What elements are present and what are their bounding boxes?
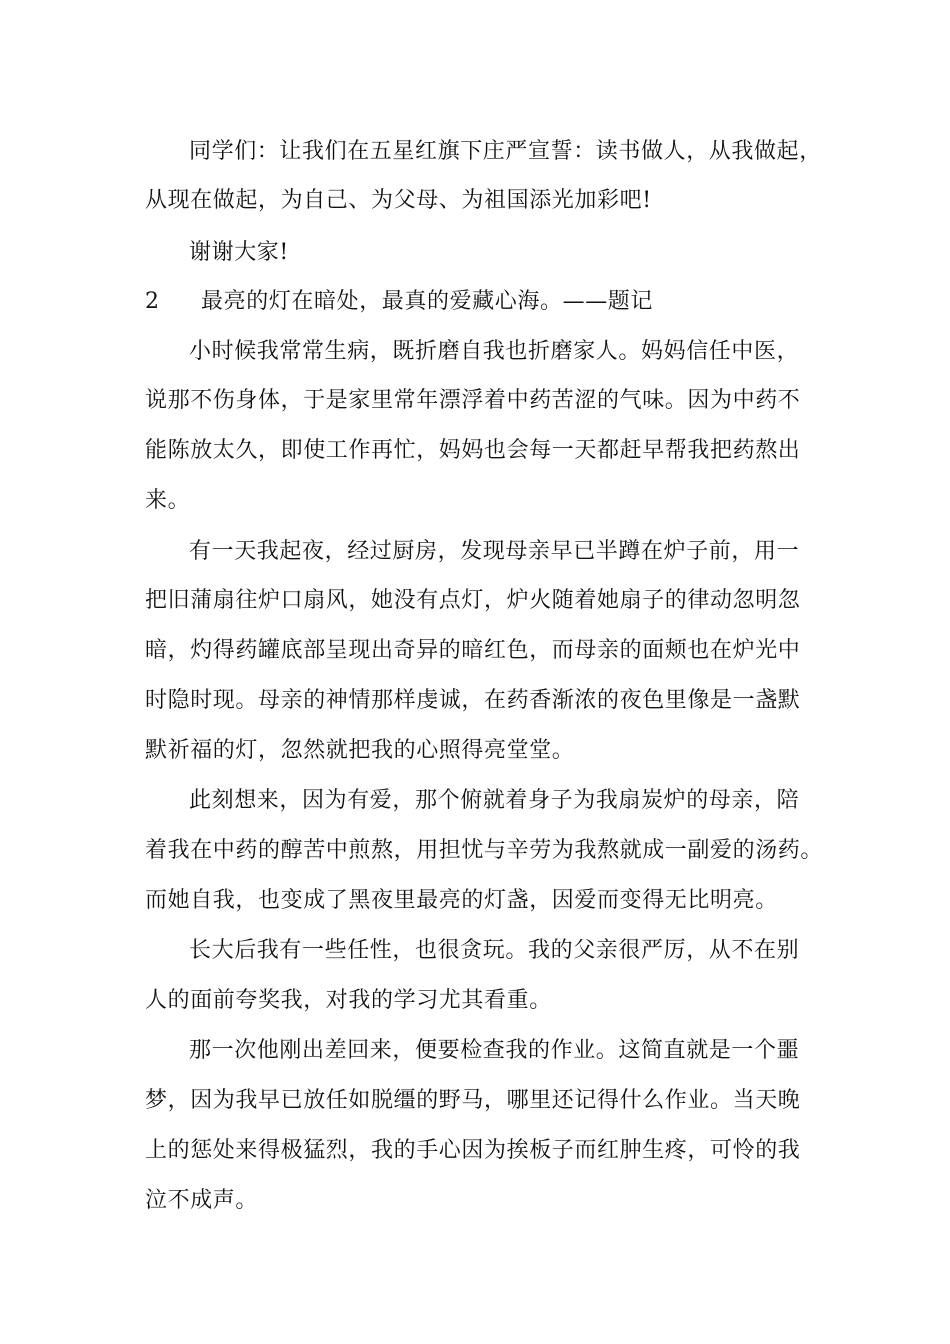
text-line: 那一次他刚出差回来，便要检查我的作业。这简直就是一个噩 bbox=[189, 1038, 800, 1063]
text-line: 上的惩处来得极猛烈，我的手心因为挨板子而红肿生疼，可怜的我 bbox=[145, 1138, 801, 1163]
text-line: 而她自我，也变成了黑夜里最亮的灯盏，因爱而变得无比明亮。 bbox=[145, 888, 778, 913]
text-line: 着我在中药的醇苦中煎熬，用担忧与辛劳为我熬就成一副爱的汤药。 bbox=[145, 838, 824, 863]
text-line: 时隐时现。母亲的神情那样虔诚，在药香渐浓的夜色里像是一盏默 bbox=[145, 688, 801, 713]
text-line: 从现在做起，为自己、为父母、为祖国添光加彩吧! bbox=[145, 188, 652, 213]
text-line: 泣不成声。 bbox=[145, 1188, 259, 1213]
text-line: 有一天我起夜，经过厨房，发现母亲早已半蹲在炉子前，用一 bbox=[189, 539, 800, 564]
text-line: 此刻想来，因为有爱，那个俯就着身子为我扇炭炉的母亲，陪 bbox=[189, 788, 800, 813]
text-line: 人的面前夸奖我，对我的学习尤其看重。 bbox=[145, 988, 552, 1013]
text-line: 说那不伤身体，于是家里常年漂浮着中药苦涩的气味。因为中药不 bbox=[145, 388, 801, 413]
epigraph: 最亮的灯在暗处，最真的爱藏心海。——题记 bbox=[201, 289, 654, 314]
text-line: 暗，灼得药罐底部呈现出奇异的暗红色，而母亲的面颊也在炉光中 bbox=[145, 638, 801, 663]
text-line: 同学们：让我们在五星红旗下庄严宣誓：读书做人，从我做起， bbox=[189, 139, 822, 164]
text-line: 默祈福的灯，忽然就把我的心照得亮堂堂。 bbox=[145, 738, 575, 763]
section-number: 2 bbox=[145, 289, 159, 314]
text-line: 把旧蒲扇往炉口扇风，她没有点灯，炉火随着她扇子的律动忽明忽 bbox=[145, 588, 801, 613]
text-line: 来。 bbox=[145, 488, 191, 513]
text-line: 小时候我常常生病，既折磨自我也折磨家人。妈妈信任中医， bbox=[189, 339, 800, 364]
text-line: 梦，因为我早已放任如脱缰的野马，哪里还记得什么作业。当天晚 bbox=[145, 1088, 801, 1113]
text-line: 长大后我有一些任性，也很贪玩。我的父亲很严厉，从不在别 bbox=[189, 938, 800, 963]
text-line: 能陈放太久，即使工作再忙，妈妈也会每一天都赶早帮我把药熬出 bbox=[145, 438, 801, 463]
text-line: 谢谢大家! bbox=[189, 240, 289, 265]
